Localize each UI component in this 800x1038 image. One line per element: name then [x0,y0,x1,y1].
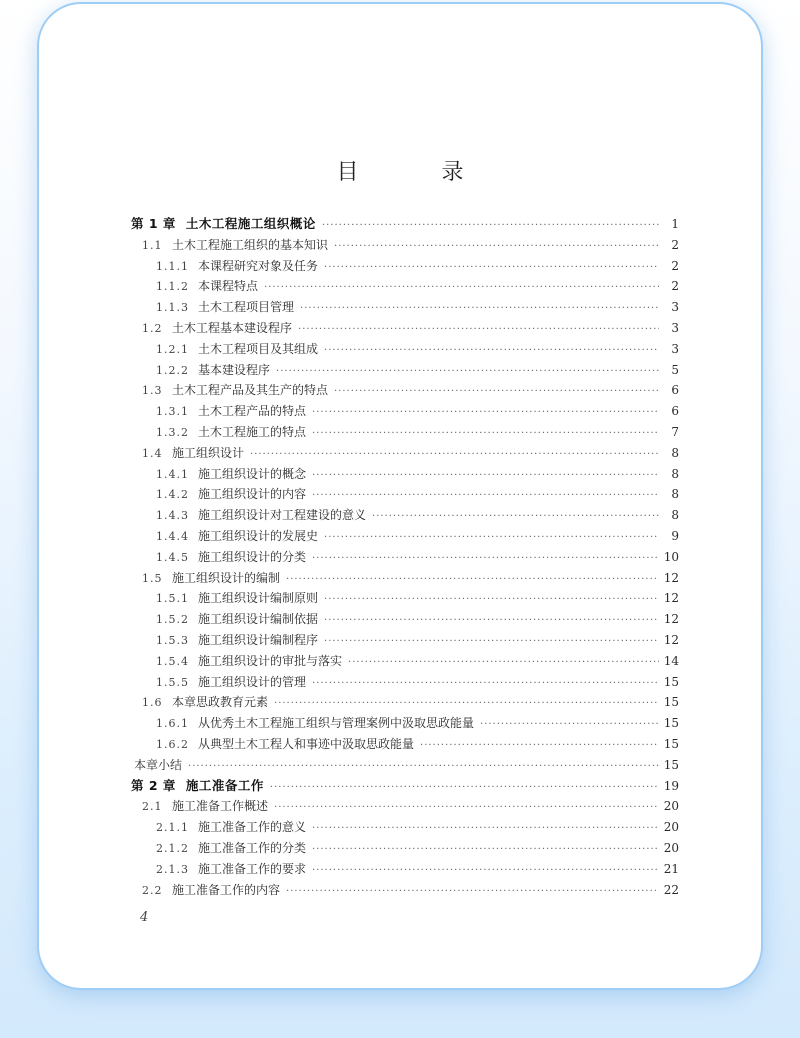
leader-dots [312,549,659,570]
toc-entry-page: 3 [671,341,679,356]
toc-entry[interactable] [131,796,679,817]
toc-entry-label: 施工组织设计对工程建设的意义 [198,508,367,523]
toc-entry[interactable] [131,214,679,235]
toc-entry[interactable] [131,401,679,422]
toc-entry-number: 1.4.3 [156,509,189,523]
toc-entry-page: 12 [663,570,679,585]
toc-entry-label: 土木工程项目及其组成 [198,341,319,356]
toc-entry-label: 本课程研究对象及任务 [198,258,319,273]
leader-dots [312,486,659,507]
toc-entry-number: 1.4.4 [156,529,189,543]
leader-dots [286,882,659,903]
toc-entry[interactable] [131,755,679,776]
toc-entry[interactable] [131,256,679,277]
toc-entry-label: 基本建设程序 [198,362,271,377]
toc-entry-number: 1.5.1 [156,592,189,606]
toc-entry-page: 15 [663,695,679,710]
toc-entry[interactable] [131,276,679,297]
toc-entry-number: 1.1.2 [156,280,189,294]
toc-entry-page: 19 [663,778,679,793]
leader-dots [480,715,659,736]
toc-entry-page: 7 [671,424,679,439]
toc-entry[interactable] [131,443,679,464]
toc-entry[interactable] [131,776,679,797]
toc-entry[interactable] [131,339,679,360]
toc-entry-label: 施工组织设计的概念 [198,466,307,481]
leader-dots [324,528,659,549]
toc-entry[interactable] [131,235,679,256]
toc-entry[interactable] [131,672,679,693]
toc-entry-number: 1.5 [142,571,163,585]
toc-entry-number: 2.1.3 [156,862,189,876]
toc-entry-page: 21 [663,861,679,876]
leader-dots [274,798,659,819]
toc-entry[interactable] [131,297,679,318]
toc-entry[interactable] [131,464,679,485]
toc-entry-label: 施工组织设计编制原则 [198,591,319,606]
toc-entry-page: 3 [671,320,679,335]
toc-entry-page: 1 [671,217,679,231]
leader-dots [322,216,659,237]
toc-entry-label: 施工组织设计编制依据 [198,612,319,627]
toc-entry-page: 12 [663,591,679,606]
toc-entry-label: 土木工程项目管理 [198,300,295,315]
toc-entry-number: 1.5.2 [156,613,189,627]
page-number: 4 [140,910,149,925]
toc-entry-label: 施工准备工作概述 [172,799,269,814]
toc-entry-page: 15 [663,716,679,731]
toc-entry[interactable] [131,505,679,526]
toc-entry[interactable] [131,838,679,859]
toc-entry-label: 从典型土木工程人和事迹中汲取思政能量 [198,736,415,751]
toc-entry-number: 1.3.2 [156,425,189,439]
toc-entry-page: 10 [663,549,679,564]
leader-dots [324,632,659,653]
toc-entry-page: 15 [663,736,679,751]
toc-entry-number: 1.4.2 [156,488,189,502]
toc-entry-label: 施工组织设计 [172,445,245,460]
toc-entry-number: 1.4.5 [156,550,189,564]
toc-entry[interactable] [131,651,679,672]
toc-entry-number: 1.5.4 [156,654,189,668]
leader-dots [334,237,659,258]
toc-entry[interactable] [131,692,679,713]
toc-entry-number: 1.1.3 [156,301,189,315]
toc-entry-label: 施工准备工作的分类 [198,840,307,855]
toc-entry[interactable] [131,713,679,734]
toc-entry[interactable] [131,588,679,609]
leader-dots [274,694,659,715]
toc-entry-label: 本章小结 [134,757,183,772]
toc-entry-number: 1.5.5 [156,675,189,689]
table-of-contents [131,214,679,900]
leader-dots [312,424,659,445]
toc-entry-number: 2.2 [142,883,163,897]
toc-entry-label: 土木工程施工的特点 [198,424,307,439]
toc-entry-number: 1.4.1 [156,467,189,481]
leader-dots [300,299,659,320]
toc-entry-number: 第 1 章 [131,216,176,231]
toc-entry-label: 施工组织设计的审批与落实 [198,653,343,668]
leader-dots [312,819,659,840]
toc-entry-label: 施工组织设计编制程序 [198,632,319,647]
toc-entry[interactable] [131,630,679,651]
toc-title: 目 录 [336,160,502,185]
toc-entry-page: 20 [663,820,679,835]
leader-dots [312,403,659,424]
toc-entry-number: 1.6.2 [156,737,189,751]
toc-entry-page: 15 [663,757,679,772]
toc-entry-page: 3 [671,300,679,315]
toc-entry-number: 1.2 [142,321,163,335]
toc-entry-page: 22 [663,882,679,897]
leader-dots [312,840,659,861]
toc-entry[interactable] [131,817,679,838]
leader-dots [324,258,659,279]
toc-entry-number: 1.1.1 [156,259,189,273]
toc-entry-number: 1.6 [142,696,163,710]
toc-entry-label: 土木工程产品及其生产的特点 [172,383,329,398]
toc-entry-label: 本章思政教育元素 [172,695,269,710]
toc-entry-number: 1.2.1 [156,342,189,356]
toc-entry-page: 2 [671,258,679,273]
toc-entry[interactable] [131,609,679,630]
toc-entry-number: 1.3 [142,384,163,398]
toc-entry-label: 施工准备工作的要求 [198,861,307,876]
toc-entry-label: 从优秀土木工程施工组织与管理案例中汲取思政能量 [198,716,475,731]
toc-entry-label: 施工组织设计的内容 [198,487,307,502]
toc-entry-label: 施工组织设计的分类 [198,549,307,564]
toc-entry-label: 土木工程产品的特点 [198,404,307,419]
leader-dots [312,466,659,487]
toc-entry-page: 15 [663,674,679,689]
leader-dots [372,507,659,528]
toc-entry-page: 8 [671,445,679,460]
toc-entry-page: 2 [671,237,679,252]
toc-entry[interactable] [131,422,679,443]
toc-entry-page: 12 [663,612,679,627]
toc-entry[interactable] [131,859,679,880]
toc-entry-label: 土木工程施工组织的基本知识 [172,237,329,252]
toc-entry-number: 1.1 [142,238,163,252]
leader-dots [324,611,659,632]
leader-dots [270,778,659,799]
toc-entry-number: 1.4 [142,446,163,460]
toc-entry[interactable] [131,318,679,339]
leader-dots [324,590,659,611]
toc-entry-label: 土木工程基本建设程序 [172,320,293,335]
toc-entry-label: 施工组织设计的管理 [198,674,307,689]
toc-entry-page: 6 [671,383,679,398]
leader-dots [312,861,659,882]
toc-entry-number: 1.5.3 [156,633,189,647]
toc-entry-label: 施工准备工作 [185,777,264,793]
leader-dots [250,445,659,466]
toc-entry[interactable] [131,547,679,568]
toc-entry[interactable] [131,526,679,547]
toc-entry[interactable] [131,568,679,589]
toc-entry-page: 20 [663,799,679,814]
toc-entry-number: 2.1.2 [156,841,189,855]
toc-entry-page: 8 [671,487,679,502]
toc-entry[interactable] [131,360,679,381]
toc-entry-page: 20 [663,840,679,855]
toc-entry-page: 14 [663,653,679,668]
leader-dots [264,278,659,299]
toc-entry[interactable] [131,484,679,505]
toc-entry-page: 12 [663,632,679,647]
toc-entry-number: 2.1.1 [156,821,189,835]
leader-dots [188,757,659,778]
toc-entry-number: 2.1 [142,800,163,814]
leader-dots [334,382,659,403]
toc-entry-label: 施工准备工作的内容 [172,882,281,897]
leader-dots [348,653,659,674]
toc-entry-page: 6 [671,404,679,419]
leader-dots [286,570,659,591]
leader-dots [276,362,659,383]
toc-entry-number: 1.2.2 [156,363,189,377]
toc-entry-page: 8 [671,508,679,523]
toc-entry-number: 1.3.1 [156,405,189,419]
toc-entry-number: 第 2 章 [131,777,176,793]
toc-entry-label: 施工准备工作的意义 [198,820,307,835]
leader-dots [298,320,659,341]
toc-entry-page: 9 [671,528,679,543]
toc-entry-page: 5 [671,362,679,377]
toc-entry-number: 1.6.1 [156,717,189,731]
toc-entry[interactable] [131,880,679,901]
toc-entry-page: 8 [671,466,679,481]
toc-entry-label: 施工组织设计的编制 [172,570,281,585]
toc-entry-label: 土木工程施工组织概论 [185,216,316,231]
leader-dots [420,736,659,757]
toc-entry-label: 本课程特点 [198,279,259,294]
toc-entry-label: 施工组织设计的发展史 [198,528,319,543]
toc-entry-page: 2 [671,279,679,294]
toc-entry[interactable] [131,734,679,755]
toc-entry[interactable] [131,380,679,401]
leader-dots [324,341,659,362]
leader-dots [312,674,659,695]
